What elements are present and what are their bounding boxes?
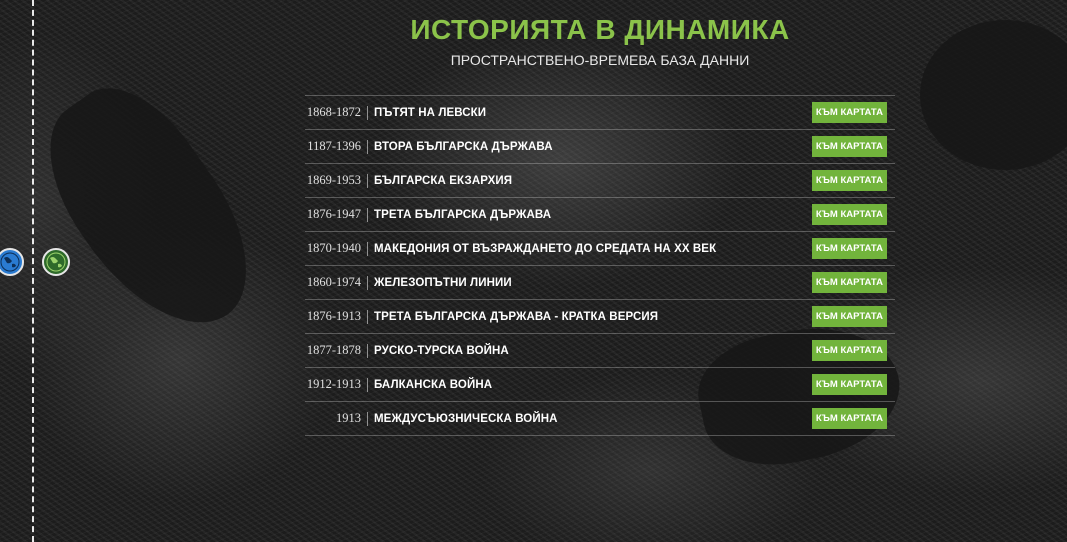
map-title: ЖЕЛЕЗОПЪТНИ ЛИНИИ: [374, 276, 512, 289]
map-title: ВТОРА БЪЛГАРСКА ДЪРЖАВА: [374, 140, 553, 153]
period-years: 1869-1953: [306, 173, 361, 187]
divider: [367, 344, 368, 358]
to-map-button[interactable]: КЪМ КАРТАТА: [812, 306, 887, 327]
divider: [367, 208, 368, 222]
period-years: 1876-1913: [306, 309, 361, 323]
to-map-button[interactable]: КЪМ КАРТАТА: [812, 102, 887, 123]
to-map-button[interactable]: КЪМ КАРТАТА: [812, 170, 887, 191]
list-item: [305, 164, 895, 198]
divider: [367, 106, 368, 120]
globe-icon-graphic: [46, 252, 66, 272]
list-item: [305, 266, 895, 300]
divider: [367, 174, 368, 188]
divider: [367, 310, 368, 324]
map-title: МЕЖДУСЪЮЗНИЧЕСКА ВОЙНА: [374, 412, 558, 425]
to-map-button[interactable]: КЪМ КАРТАТА: [812, 136, 887, 157]
period-years: 1913: [336, 411, 361, 425]
to-map-button[interactable]: КЪМ КАРТАТА: [812, 204, 887, 225]
maps-list: [305, 95, 895, 436]
list-item: [305, 232, 895, 266]
globe-icon[interactable]: [42, 248, 70, 276]
globe-icon-graphic: [0, 252, 20, 272]
list-item: [305, 368, 895, 402]
period-years: 1876-1947: [306, 207, 361, 221]
map-title: ПЪТЯТ НА ЛЕВСКИ: [374, 106, 487, 119]
to-map-button[interactable]: КЪМ КАРТАТА: [812, 408, 887, 429]
map-title: РУСКО-ТУРСКА ВОЙНА: [374, 344, 509, 357]
divider: [367, 140, 368, 154]
divider: [367, 412, 368, 426]
period-years: 1187-1396: [307, 139, 361, 153]
divider: [367, 276, 368, 290]
divider: [367, 378, 368, 392]
period-years: 1912-1913: [306, 377, 361, 391]
period-years: 1860-1974: [306, 275, 361, 289]
map-title: БЪЛГАРСКА ЕКЗАРХИЯ: [374, 174, 513, 187]
page-header: [0, 12, 1067, 69]
map-title: БАЛКАНСКА ВОЙНА: [374, 378, 493, 391]
list-item: [305, 198, 895, 232]
page-subtitle: ПРОСТРАНСТВЕНО-ВРЕМЕВА БАЗА ДАННИ: [450, 52, 750, 68]
map-title: ТРЕТА БЪЛГАРСКА ДЪРЖАВА: [374, 208, 552, 221]
list-item: [305, 300, 895, 334]
to-map-button[interactable]: КЪМ КАРТАТА: [812, 272, 887, 293]
to-map-button[interactable]: КЪМ КАРТАТА: [812, 340, 887, 361]
to-map-button[interactable]: КЪМ КАРТАТА: [812, 238, 887, 259]
list-item: [305, 96, 895, 130]
page-title: ИСТОРИЯТА В ДИНАМИКА: [410, 14, 790, 45]
to-map-button[interactable]: КЪМ КАРТАТА: [812, 374, 887, 395]
list-item: [305, 402, 895, 436]
map-title: МАКЕДОНИЯ ОТ ВЪЗРАЖДАНЕТО ДО СРЕДАТА НА XX ВЕК: [374, 242, 717, 255]
list-item: [305, 130, 895, 164]
period-years: 1877-1878: [306, 343, 361, 357]
period-years: 1870-1940: [306, 241, 361, 255]
period-years: 1868-1872: [306, 105, 361, 119]
timeline-dashed-line: [32, 0, 34, 542]
map-title: ТРЕТА БЪЛГАРСКА ДЪРЖАВА - КРАТКА ВЕРСИЯ: [374, 310, 659, 323]
list-item: [305, 334, 895, 368]
divider: [367, 242, 368, 256]
